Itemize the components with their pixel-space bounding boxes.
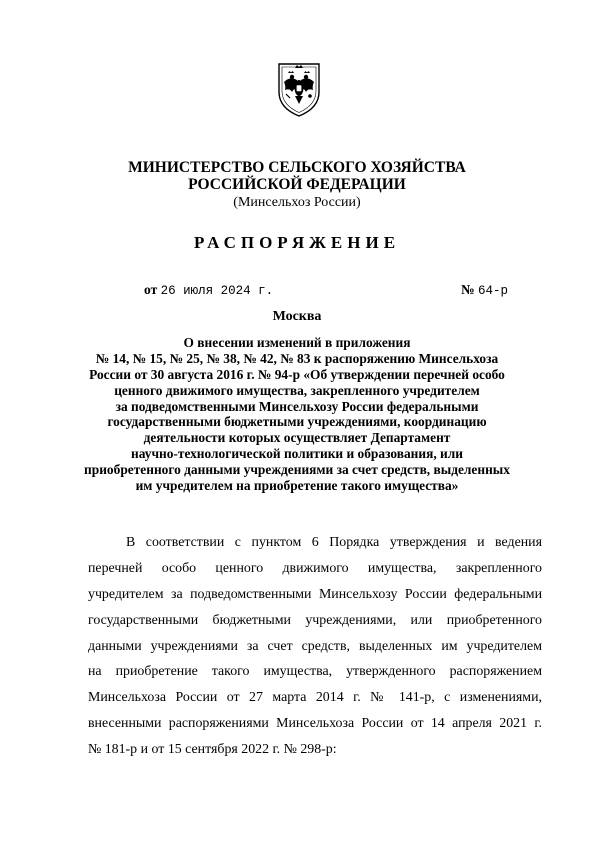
body-line: перечней особо ценного движимого имущества, закрепленного bbox=[88, 560, 542, 576]
subject-line: деятельности которых осуществляет Департамент bbox=[143, 430, 451, 446]
subject-line: им учредителем на приобретение такого имущества» bbox=[135, 478, 459, 494]
body-line: государственными бюджетными учреждениями, или приобретенного bbox=[88, 612, 542, 628]
subject-line: России от 30 августа 2016 г. № 94-р «Об утверждении перечней особо bbox=[89, 366, 505, 382]
document-body bbox=[88, 530, 542, 763]
number-label: № bbox=[461, 282, 475, 297]
subject-line: научно-технологической политики и образования, или bbox=[131, 446, 463, 462]
document-subject bbox=[60, 335, 534, 494]
subject-line: приобретенного данными учреждениями за счет средств, выделенных bbox=[84, 462, 510, 478]
body-line: данными учреждениями за счет средств, выделенных им учредителем bbox=[88, 638, 542, 654]
document-number bbox=[461, 282, 508, 299]
ministry-name-line2: РОССИЙСКОЙ ФЕДЕРАЦИИ bbox=[188, 176, 406, 193]
ministry-short-name: (Минсельхоз России) bbox=[233, 195, 361, 210]
subject-line: ценного движимого имущества, закрепленного учредителем bbox=[114, 382, 480, 398]
subject-line: за подведомственными Минсельхозу России федеральными bbox=[115, 398, 479, 414]
body-line: В соответствии с пунктом 6 Порядка утверждения и ведения bbox=[126, 535, 542, 550]
ministry-name-line1: МИНИСТЕРСТВО СЕЛЬСКОГО ХОЗЯЙСТВА bbox=[128, 159, 466, 176]
subject-line: № 14, № 15, № 25, № 38, № 42, № 83 к распоряжению Минсельхоза bbox=[95, 350, 499, 366]
body-line: на приобретение такого имущества, утвержденного распоряжением bbox=[88, 664, 542, 680]
coat-of-arms-icon bbox=[276, 58, 322, 118]
date-label: от bbox=[144, 282, 158, 297]
document-type-title: РАСПОРЯЖЕНИЕ bbox=[193, 233, 401, 252]
subject-line: О внесении изменений в приложения bbox=[183, 335, 411, 350]
date-value: 26 июля 2024 г. bbox=[160, 284, 274, 298]
body-line: Минсельхоза России от 27 марта 2014 г. № 141-р, с изменениями, bbox=[88, 690, 542, 706]
body-line: внесенными распоряжениями Минсельхоза России от 14 апреля 2021 г. bbox=[88, 716, 542, 732]
body-line: учредителем за подведомственными Минсельхозу России федеральными bbox=[88, 586, 542, 602]
body-line: № 181-р и от 15 сентября 2022 г. № 298-р: bbox=[88, 742, 337, 758]
document-date bbox=[144, 282, 273, 299]
number-value: 64-р bbox=[477, 284, 508, 298]
document-city: Москва bbox=[272, 309, 322, 324]
subject-line: государственными бюджетными учреждениями, координацию bbox=[107, 414, 487, 430]
